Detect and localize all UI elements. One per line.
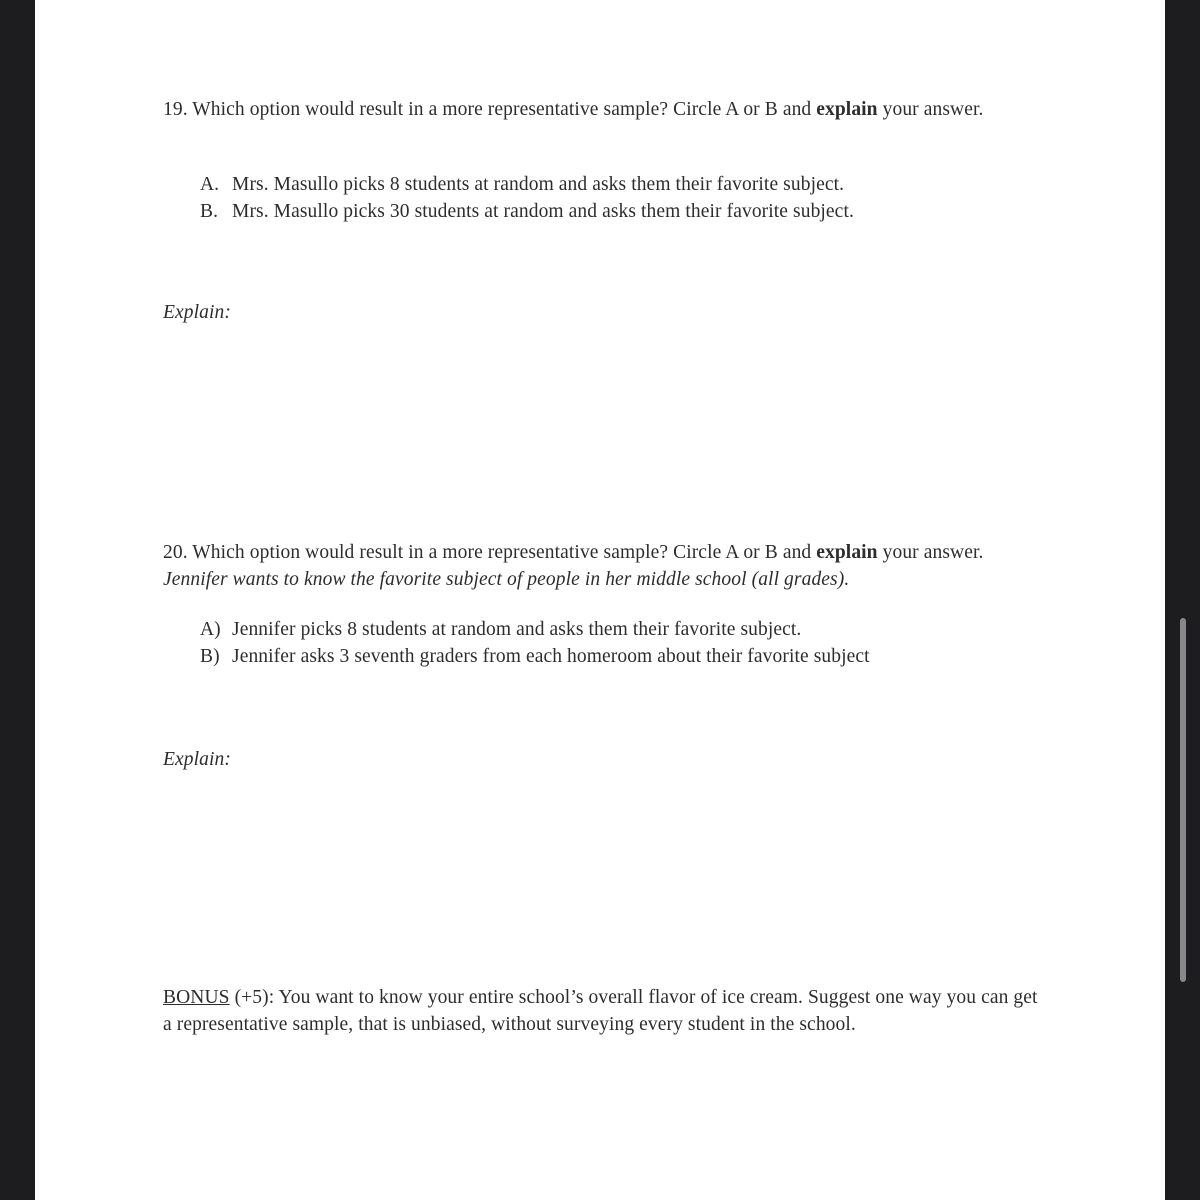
question-19-prompt xyxy=(163,96,1045,123)
question-20-prompt-mid: your answer. xyxy=(877,542,984,563)
option-text: Mrs. Masullo picks 8 students at random and asks them their favorite subject. xyxy=(232,174,845,195)
question-19-prompt-bold: explain xyxy=(816,99,878,120)
question-19-options xyxy=(200,171,1060,225)
document-page xyxy=(35,0,1165,1200)
question-20-prompt-italic: Jennifer wants to know the favorite subject of people in her middle school (all grades). xyxy=(163,569,850,590)
question-20-prompt-text: 20. Which option would result in a more representative sample? Circle A or B and xyxy=(163,542,817,563)
question-20-options xyxy=(200,616,1060,670)
question-19-explain-label: Explain: xyxy=(163,302,231,323)
question-19-option-a xyxy=(200,171,1060,198)
question-20-option-a xyxy=(200,616,1060,643)
question-19-option-b xyxy=(200,198,1060,225)
option-label: A. xyxy=(200,174,220,195)
bonus-section xyxy=(163,984,1045,1038)
bonus-text: (+5): You want to know your entire school’s overall flavor of ice cream. Suggest one way you can get a representative sample, that is unbiased, without surveying every student in the school. xyxy=(163,987,1038,1035)
bonus-label: BONUS xyxy=(163,987,230,1008)
option-text: Jennifer picks 8 students at random and asks them their favorite subject. xyxy=(232,619,802,640)
question-19-prompt-tail: your answer. xyxy=(877,99,984,120)
option-label: B) xyxy=(200,646,220,667)
question-20-prompt xyxy=(163,539,1045,593)
option-text: Mrs. Masullo picks 30 students at random and asks them their favorite subject. xyxy=(232,201,854,222)
option-text: Jennifer asks 3 seventh graders from each homeroom about their favorite subject xyxy=(232,646,870,667)
scrollbar-thumb[interactable] xyxy=(1180,618,1186,982)
option-label: A) xyxy=(200,619,221,640)
question-20-prompt-bold: explain xyxy=(816,542,878,563)
option-label: B. xyxy=(200,201,219,222)
question-19-prompt-text: 19. Which option would result in a more representative sample? Circle A or B and xyxy=(163,99,817,120)
question-20-explain-label: Explain: xyxy=(163,749,231,770)
question-20-option-b xyxy=(200,643,1060,670)
